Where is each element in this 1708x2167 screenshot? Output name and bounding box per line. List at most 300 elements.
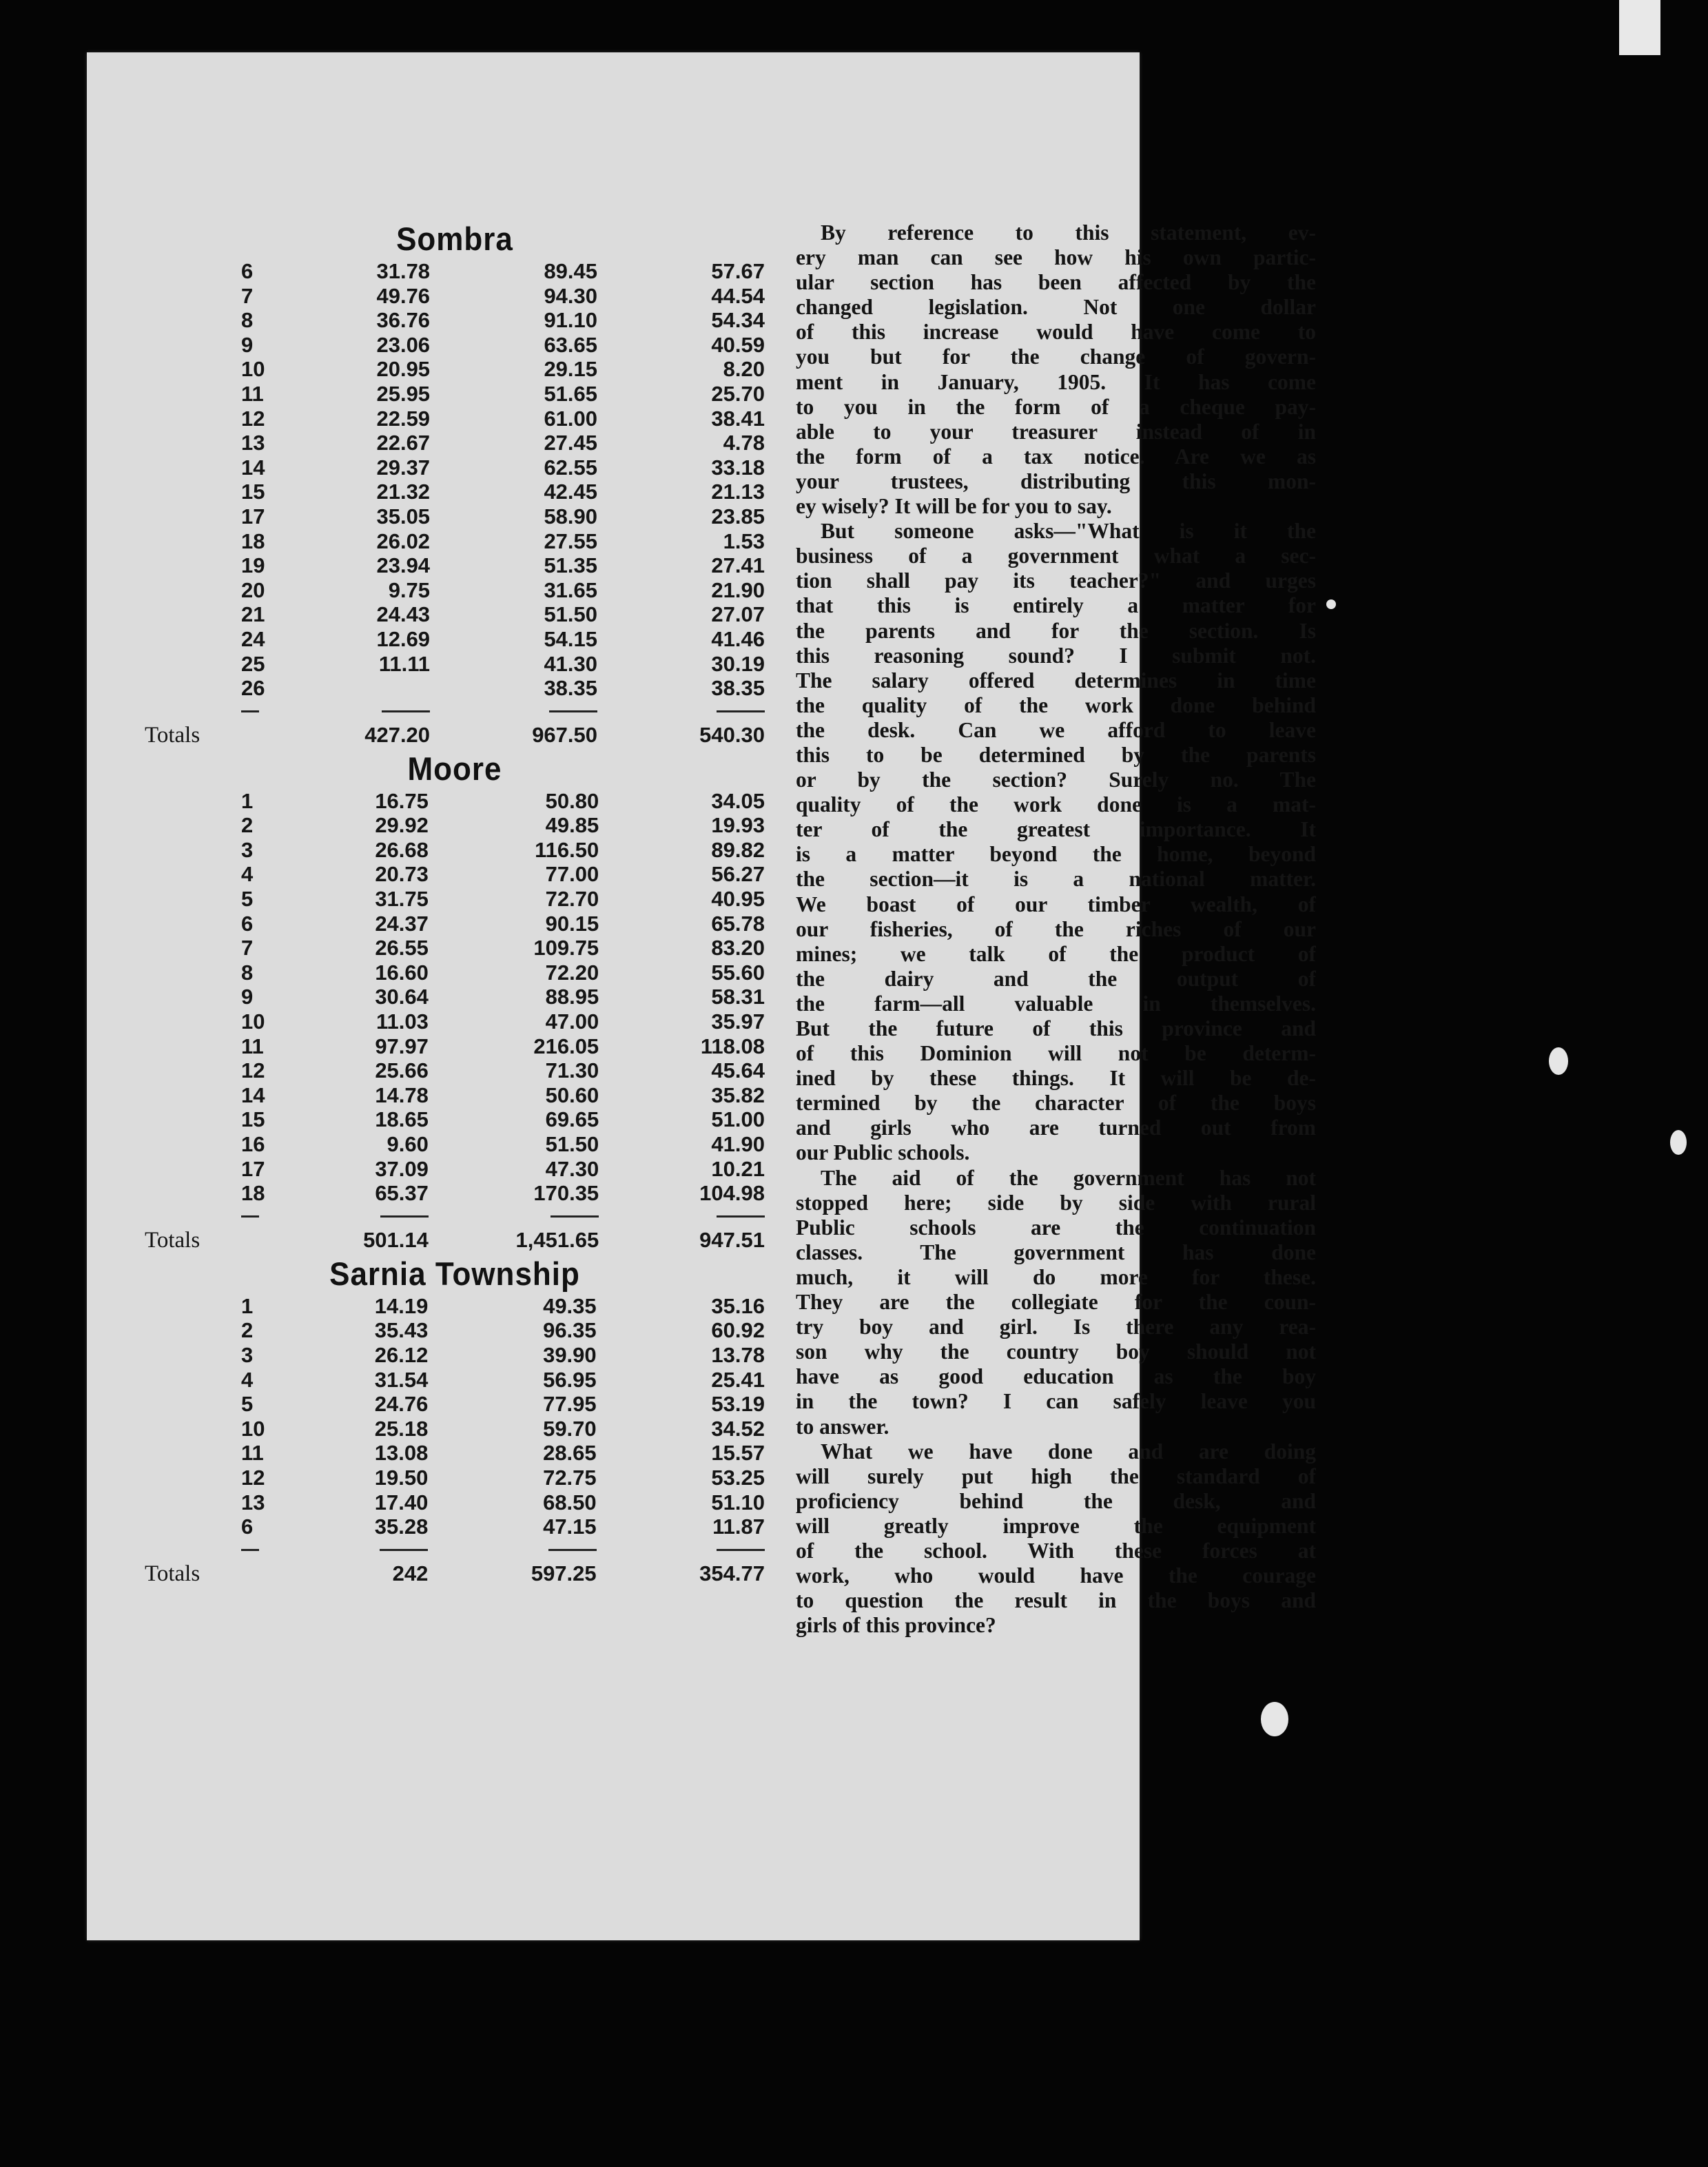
text-line: They are the collegiate for the coun- — [796, 1290, 1316, 1315]
amount-cell: 44.54 — [711, 283, 765, 308]
rule-line — [380, 1549, 428, 1551]
table-row — [145, 284, 765, 309]
text-line: tion shall pay its teacher?" and urges — [796, 568, 1316, 593]
section-number-cell: 19 — [241, 553, 265, 578]
text-line: or by the section? Surely no. The — [796, 768, 1316, 792]
amount-cell: 26.55 — [375, 936, 429, 961]
amount-cell: 59.70 — [543, 1416, 597, 1441]
amount-cell: 18.65 — [375, 1107, 429, 1132]
amount-cell: 11.87 — [712, 1514, 765, 1539]
text-line: in the town? I can safely leave you — [796, 1389, 1316, 1414]
amount-cell: 65.78 — [711, 911, 765, 936]
rule-line — [382, 710, 430, 712]
amount-cell: 56.27 — [711, 862, 765, 887]
amount-cell: 71.30 — [545, 1058, 599, 1083]
text-line: the dairy and the output of — [796, 966, 1316, 991]
section-number-cell: 6 — [241, 911, 254, 936]
amount-cell: 69.65 — [545, 1107, 599, 1132]
amount-cell: 96.35 — [543, 1318, 597, 1343]
scan-edge-strip — [1619, 0, 1660, 55]
section-title: Moore — [407, 750, 502, 788]
amount-cell: 28.65 — [543, 1441, 597, 1466]
amount-cell: 29.92 — [375, 813, 429, 838]
amount-cell: 27.55 — [544, 528, 598, 553]
amount-cell: 26.02 — [376, 528, 431, 553]
amount-cell: 40.59 — [711, 332, 765, 357]
table-row — [145, 382, 765, 407]
table-row — [145, 1157, 765, 1182]
text-line: you but for the change of govern- — [796, 345, 1316, 369]
amount-cell: 20.73 — [375, 862, 429, 887]
amount-cell: 24.76 — [374, 1392, 429, 1417]
text-line: have as good education as the boy — [796, 1364, 1316, 1389]
amount-cell: 88.95 — [545, 985, 599, 1009]
text-line: the parents and for the section. Is — [796, 618, 1316, 643]
amount-cell: 56.95 — [543, 1367, 597, 1392]
amount-cell: 77.95 — [543, 1392, 597, 1417]
totals-row — [145, 1559, 765, 1589]
section-number-cell: 14 — [241, 1082, 265, 1107]
section-number-cell: 11 — [241, 1441, 264, 1466]
amount-cell: 27.41 — [711, 553, 765, 578]
amount-cell: 35.28 — [374, 1514, 429, 1539]
rule-line — [241, 1549, 259, 1551]
text-line: stopped here; side by side with rural — [796, 1190, 1316, 1215]
text-line: ter of the greatest importance. It — [796, 817, 1316, 842]
amount-cell: 29.37 — [376, 455, 431, 480]
section-number-cell: 4 — [241, 862, 254, 887]
amount-cell: 116.50 — [535, 837, 599, 862]
amount-cell: 57.67 — [711, 259, 765, 283]
table-row — [145, 813, 765, 838]
amount-cell: 216.05 — [533, 1034, 599, 1058]
amount-cell: 51.50 — [545, 1132, 599, 1156]
amount-cell: 31.78 — [376, 259, 431, 283]
amount-cell: 26.12 — [374, 1342, 429, 1367]
table-row — [145, 1318, 765, 1343]
amount-cell: 23.94 — [376, 553, 431, 578]
text-column — [796, 220, 1316, 1638]
amount-cell: 25.66 — [375, 1058, 429, 1083]
totals-row — [145, 1225, 765, 1255]
section-number-cell: 10 — [241, 357, 265, 382]
amount-cell: 1.53 — [723, 528, 765, 553]
table-row — [145, 1009, 765, 1034]
table-row — [145, 1343, 765, 1368]
table-row — [145, 887, 765, 912]
amount-cell: 45.64 — [711, 1058, 765, 1083]
amount-cell: 50.80 — [545, 788, 599, 813]
totals-row — [145, 720, 765, 750]
table-row — [145, 480, 765, 504]
text-line: this to be determined by the parents — [796, 742, 1316, 767]
text-line: that this is entirely a matter for — [796, 593, 1316, 618]
totals-label: Totals — [145, 1561, 200, 1586]
rule-line — [717, 710, 765, 712]
amount-cell: 23.06 — [376, 332, 431, 357]
table-row — [145, 652, 765, 677]
amount-cell: 33.18 — [711, 455, 765, 480]
tables-column — [145, 220, 765, 1589]
section-number-cell: 17 — [241, 504, 265, 528]
table-row — [145, 1392, 765, 1417]
section-number-cell: 12 — [241, 406, 265, 431]
text-line: the quality of the work done behind — [796, 692, 1316, 717]
amount-cell: 51.35 — [544, 553, 598, 578]
table-row — [145, 1083, 765, 1108]
section-number-cell: 14 — [241, 455, 265, 480]
section-number-cell: 3 — [241, 837, 254, 862]
table-row — [145, 455, 765, 480]
table-row — [145, 1490, 765, 1515]
text-line: your trustees, distributing this mon- — [796, 469, 1316, 493]
table-row — [145, 308, 765, 333]
amount-cell: 20.95 — [376, 357, 431, 382]
amount-cell: 49.76 — [376, 283, 431, 308]
amount-cell: 22.59 — [376, 406, 431, 431]
table-row — [145, 1034, 765, 1059]
total-cell: 501.14 — [363, 1227, 429, 1252]
totals-label: Totals — [145, 1227, 200, 1253]
amount-cell: 51.00 — [711, 1107, 765, 1132]
amount-cell: 47.15 — [543, 1514, 597, 1539]
amount-cell: 31.54 — [374, 1367, 429, 1392]
text-line: the section—it is a national matter. — [796, 867, 1316, 892]
amount-cell: 21.90 — [711, 577, 765, 602]
amount-cell: 72.70 — [545, 887, 599, 912]
table-row — [145, 789, 765, 814]
text-line: to question the result in the boys and — [796, 1588, 1316, 1613]
amount-cell: 23.85 — [711, 504, 765, 528]
amount-cell: 11.11 — [378, 651, 431, 676]
amount-cell: 55.60 — [711, 960, 765, 985]
section-table — [145, 1294, 765, 1589]
section-number-cell: 12 — [241, 1465, 265, 1490]
amount-cell: 47.00 — [545, 1009, 599, 1034]
amount-cell: 77.00 — [545, 862, 599, 887]
text-line: try boy and girl. Is there any rea- — [796, 1315, 1316, 1339]
table-row — [145, 553, 765, 578]
table-row — [145, 1107, 765, 1132]
table-row — [145, 431, 765, 455]
amount-cell: 36.76 — [376, 308, 431, 333]
amount-cell: 97.97 — [375, 1034, 429, 1058]
section-number-cell: 6 — [241, 259, 254, 283]
amount-cell: 25.70 — [711, 381, 765, 406]
amount-cell: 35.97 — [711, 1009, 765, 1034]
text-line: work, who would have the courage — [796, 1563, 1316, 1588]
rule-line — [241, 710, 259, 712]
rule-line — [241, 1215, 259, 1218]
table-row — [145, 602, 765, 627]
text-line: The salary offered determines in time — [796, 668, 1316, 692]
text-line: will surely put high the standard of — [796, 1464, 1316, 1488]
rule-line — [548, 1549, 597, 1551]
amount-cell: 11.03 — [376, 1009, 429, 1034]
text-line: will greatly improve the equipment — [796, 1513, 1316, 1538]
table-row — [145, 1466, 765, 1490]
scan-speck — [1670, 1130, 1687, 1155]
amount-cell: 12.69 — [376, 626, 431, 651]
section-number-cell: 13 — [241, 431, 265, 455]
text-line: mines; we talk of the product of — [796, 941, 1316, 966]
amount-cell: 170.35 — [533, 1181, 599, 1206]
amount-cell: 8.20 — [723, 357, 765, 382]
section-number-cell: 9 — [241, 985, 254, 1009]
amount-cell: 65.37 — [375, 1181, 429, 1206]
section-number-cell: 8 — [241, 308, 254, 333]
amount-cell: 89.82 — [711, 837, 765, 862]
amount-cell: 35.82 — [711, 1082, 765, 1107]
table-row — [145, 676, 765, 701]
amount-cell: 34.52 — [711, 1416, 765, 1441]
amount-cell: 54.15 — [544, 626, 598, 651]
table-row — [145, 985, 765, 1009]
section-number-cell: 2 — [241, 1318, 254, 1343]
amount-cell: 83.20 — [711, 936, 765, 961]
rule-line — [717, 1215, 765, 1218]
section-number-cell: 1 — [241, 1293, 254, 1318]
scan-speck — [1261, 1702, 1288, 1736]
section-number-cell: 7 — [241, 283, 254, 308]
amount-cell: 27.45 — [544, 431, 598, 455]
total-cell: 1,451.65 — [515, 1227, 599, 1252]
amount-cell: 50.60 — [545, 1082, 599, 1107]
amount-cell: 21.13 — [711, 480, 765, 504]
table-row — [145, 1368, 765, 1393]
amount-cell: 4.78 — [723, 431, 765, 455]
amount-cell: 62.55 — [544, 455, 598, 480]
section-number-cell: 11 — [241, 381, 264, 406]
text-line: ular section has been affected by the — [796, 270, 1316, 295]
amount-cell: 37.09 — [375, 1156, 429, 1181]
amount-cell: 15.57 — [711, 1441, 765, 1466]
amount-cell: 51.50 — [544, 602, 598, 627]
amount-cell: 41.90 — [711, 1132, 765, 1156]
amount-cell: 30.64 — [375, 985, 429, 1009]
amount-cell: 35.05 — [376, 504, 431, 528]
amount-cell: 72.75 — [543, 1465, 597, 1490]
text-line: of this increase would have come to — [796, 320, 1316, 345]
scan-speck — [1326, 599, 1336, 609]
amount-cell: 38.35 — [544, 676, 598, 701]
amount-cell: 19.50 — [374, 1465, 429, 1490]
amount-cell: 31.65 — [544, 577, 598, 602]
text-line: to you in the form of a cheque pay- — [796, 394, 1316, 419]
table-row — [145, 1058, 765, 1083]
text-line: But the future of this province and — [796, 1016, 1316, 1040]
amount-cell: 47.30 — [545, 1156, 599, 1181]
amount-cell: 63.65 — [544, 332, 598, 357]
section-table — [145, 789, 765, 1255]
amount-cell: 90.15 — [545, 911, 599, 936]
table-row — [145, 333, 765, 358]
amount-cell: 38.41 — [711, 406, 765, 431]
table-row — [145, 1294, 765, 1319]
amount-cell: 31.75 — [375, 887, 429, 912]
text-line: proficiency behind the desk, and — [796, 1488, 1316, 1513]
table-row — [145, 936, 765, 961]
text-line: of the school. With these forces at — [796, 1538, 1316, 1563]
table-row — [145, 407, 765, 431]
text-line: ment in January, 1905. It has come — [796, 369, 1316, 394]
table-row — [145, 862, 765, 887]
section-number-cell: 2 — [241, 813, 254, 838]
table-row — [145, 1441, 765, 1466]
amount-cell: 25.18 — [374, 1416, 429, 1441]
text-line: What we have done and are doing — [821, 1439, 1316, 1464]
table-row — [145, 838, 765, 863]
table-row — [145, 529, 765, 554]
text-line: business of a government what a sec- — [796, 544, 1316, 568]
table-row — [145, 578, 765, 603]
section-number-cell: 7 — [241, 936, 254, 961]
rule-line — [551, 1215, 599, 1218]
amount-cell: 9.75 — [388, 577, 431, 602]
section-number-cell: 11 — [241, 1034, 264, 1058]
amount-cell — [309, 676, 430, 701]
amount-cell: 51.65 — [544, 381, 598, 406]
amount-cell: 109.75 — [533, 936, 599, 961]
scan-speck — [1549, 1047, 1568, 1075]
text-line: quality of the work done is a mat- — [796, 792, 1316, 817]
table-row — [145, 1181, 765, 1206]
amount-cell: 49.85 — [545, 813, 599, 838]
section-number-cell: 25 — [241, 651, 265, 676]
section-number-cell: 9 — [241, 332, 254, 357]
amount-cell: 40.95 — [711, 887, 765, 912]
table-row — [145, 1514, 765, 1539]
section-number-cell: 18 — [241, 1181, 265, 1206]
amount-cell: 25.95 — [376, 381, 431, 406]
text-line: the desk. Can we afford to leave — [796, 717, 1316, 742]
amount-cell: 25.41 — [711, 1367, 765, 1392]
text-line: classes. The government has done — [796, 1240, 1316, 1264]
amount-cell: 17.40 — [374, 1490, 429, 1514]
text-line: By reference to this statement, ev- — [821, 220, 1316, 245]
text-line: our fisheries, of the riches of our — [796, 916, 1316, 941]
text-line: ined by these things. It will be de- — [796, 1066, 1316, 1091]
amount-cell: 10.21 — [711, 1156, 765, 1181]
text-line: able to your treasurer instead of in — [796, 419, 1316, 444]
amount-cell: 30.19 — [711, 651, 765, 676]
amount-cell: 58.90 — [544, 504, 598, 528]
text-line: son why the country boy should not — [796, 1339, 1316, 1364]
table-row — [145, 259, 765, 284]
text-line: But someone asks—"What is it the — [821, 519, 1316, 544]
amount-cell: 14.19 — [374, 1293, 429, 1318]
amount-cell: 35.16 — [711, 1293, 765, 1318]
section-number-cell: 26 — [241, 676, 265, 701]
amount-cell: 14.78 — [375, 1082, 429, 1107]
table-row — [145, 1417, 765, 1441]
text-line: The aid of the government has not — [821, 1165, 1316, 1190]
rule-line — [549, 710, 597, 712]
amount-cell: 19.93 — [711, 813, 765, 838]
amount-cell: 13.78 — [711, 1342, 765, 1367]
total-cell: 947.51 — [699, 1227, 765, 1252]
amount-cell: 39.90 — [543, 1342, 597, 1367]
amount-cell: 68.50 — [543, 1490, 597, 1514]
text-line: ey wisely? It will be for you to say. — [796, 494, 1112, 519]
amount-cell: 51.10 — [711, 1490, 765, 1514]
table-row — [145, 627, 765, 652]
rule-line — [717, 1549, 765, 1551]
totals-label: Totals — [145, 722, 200, 748]
text-line: the form of a tax notice. Are we as — [796, 444, 1316, 469]
amount-cell: 16.75 — [375, 788, 429, 813]
amount-cell: 22.67 — [376, 431, 431, 455]
section-number-cell: 5 — [241, 1392, 254, 1417]
amount-cell: 21.32 — [376, 480, 431, 504]
rule-line — [380, 1215, 429, 1218]
text-line: and girls who are turned out from — [796, 1116, 1316, 1140]
amount-cell: 9.60 — [387, 1132, 429, 1156]
section-number-cell: 5 — [241, 887, 254, 912]
text-line: termined by the character of the boys — [796, 1091, 1316, 1116]
amount-cell: 53.25 — [711, 1465, 765, 1490]
amount-cell: 89.45 — [544, 259, 598, 283]
table-row — [145, 504, 765, 529]
amount-cell: 94.30 — [544, 283, 598, 308]
text-line: Public schools are the continuation — [796, 1215, 1316, 1240]
section-number-cell: 4 — [241, 1367, 254, 1392]
amount-cell: 26.68 — [375, 837, 429, 862]
section-number-cell: 17 — [241, 1156, 265, 1181]
section-number-cell: 13 — [241, 1490, 265, 1514]
section-title: Sombra — [396, 221, 513, 258]
text-line: this reasoning sound? I submit not. — [796, 643, 1316, 668]
amount-cell: 24.43 — [376, 602, 431, 627]
amount-cell: 42.45 — [544, 480, 598, 504]
total-cell: 427.20 — [364, 722, 431, 747]
section-number-cell: 15 — [241, 480, 265, 504]
section-number-cell: 15 — [241, 1107, 265, 1132]
amount-cell: 29.15 — [544, 357, 598, 382]
amount-cell: 61.00 — [544, 406, 598, 431]
total-cell: 597.25 — [531, 1561, 597, 1585]
text-line: much, it will do more for these. — [796, 1264, 1316, 1289]
text-line: to answer. — [796, 1414, 889, 1439]
section-number-cell: 6 — [241, 1514, 254, 1539]
amount-cell: 16.60 — [375, 960, 429, 985]
amount-cell: 41.30 — [544, 651, 598, 676]
amount-cell: 27.07 — [711, 602, 765, 627]
separator-row — [145, 1206, 765, 1225]
table-row — [145, 357, 765, 382]
table-row — [145, 961, 765, 985]
total-cell: 242 — [392, 1561, 429, 1585]
amount-cell: 60.92 — [711, 1318, 765, 1343]
section-number-cell: 3 — [241, 1342, 254, 1367]
amount-cell: 13.08 — [374, 1441, 429, 1466]
amount-cell: 54.34 — [711, 308, 765, 333]
amount-cell: 104.98 — [699, 1181, 765, 1206]
section-number-cell: 1 — [241, 788, 254, 813]
section-number-cell: 18 — [241, 528, 265, 553]
amount-cell: 72.20 — [545, 960, 599, 985]
total-cell: 967.50 — [532, 722, 598, 747]
amount-cell: 53.19 — [711, 1392, 765, 1417]
amount-cell: 38.35 — [711, 676, 765, 701]
text-line: We boast of our timber wealth, of — [796, 892, 1316, 916]
amount-cell: 35.43 — [374, 1318, 429, 1343]
text-line: changed legislation. Not one dollar — [796, 295, 1316, 320]
table-row — [145, 1132, 765, 1157]
section-table — [145, 259, 765, 750]
section-number-cell: 8 — [241, 960, 254, 985]
amount-cell: 49.35 — [543, 1293, 597, 1318]
